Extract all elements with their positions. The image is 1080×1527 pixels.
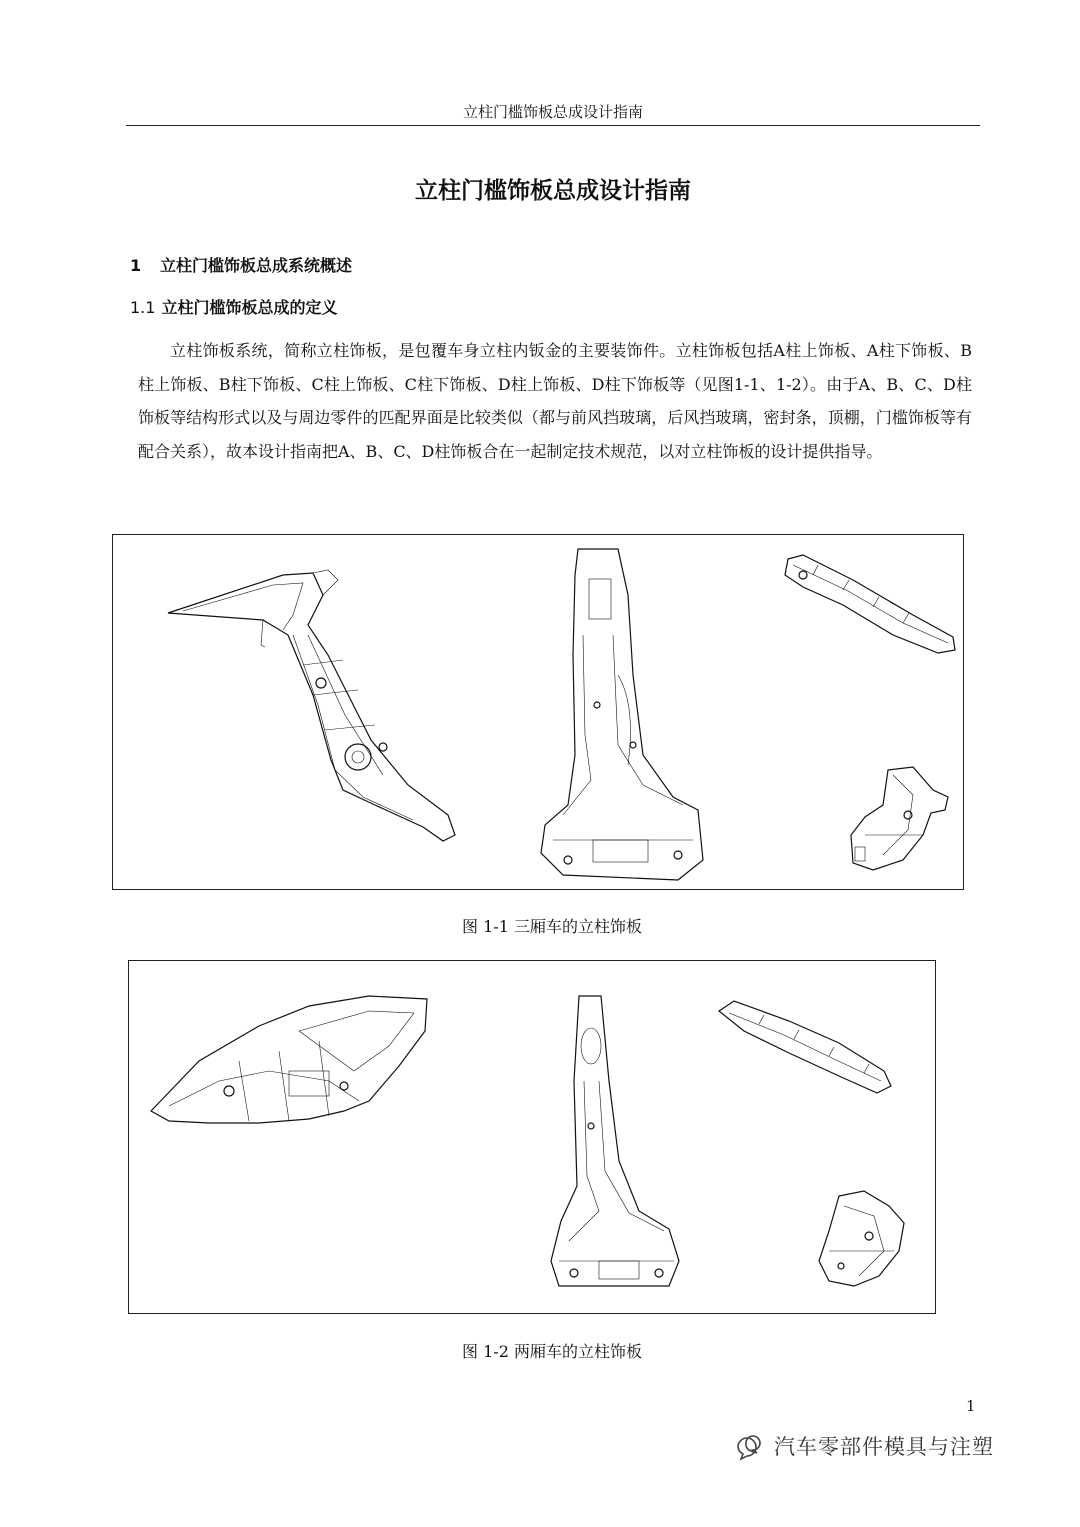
definition-paragraph: 立柱饰板系统，简称立柱饰板，是包覆车身立柱内钣金的主要装饰件。立柱饰板包括A柱上饰板、A柱下饰板、B柱上饰板、B柱下饰板、C柱上饰板、C柱下饰板、D柱上饰板、D柱下饰板等（见图1-1、1-2）。由于A、B、C、D柱饰板等结构形式以及与周边零件的匹配界面是比较类似（都与前风挡玻璃，后风挡玻璃，密封条，顶棚，门槛饰板等有配合关系），故本设计指南把A、B、C、D柱饰板合在一起制定技术规范，以对立柱饰板的设计提供指导。: [138, 341, 972, 461]
header-divider: [126, 125, 980, 126]
a-pillar-trim-drawing: [785, 555, 955, 653]
section-heading: [130, 253, 352, 276]
b-pillar-trim-drawing: [551, 996, 679, 1286]
running-header: 立柱门槛饰板总成设计指南: [462, 103, 643, 121]
c-pillar-trim-drawing: [168, 570, 455, 841]
lower-pillar-trim-drawing: [819, 1191, 904, 1286]
lower-pillar-trim-drawing: [851, 767, 948, 870]
a-pillar-trim-drawing: [719, 1001, 891, 1093]
section-number: 1: [130, 256, 142, 275]
d-pillar-trim-drawing: [151, 996, 427, 1123]
figure-1-1-caption: 图 1-1 三厢车的立柱饰板: [462, 917, 642, 936]
section-title: 立柱门槛饰板总成系统概述: [160, 256, 353, 275]
figure-1-1: [112, 534, 964, 890]
subsection-number: 1.1: [130, 298, 156, 317]
subsection-heading: [130, 295, 337, 318]
document-title: 立柱门槛饰板总成设计指南: [415, 178, 691, 204]
subsection-title: 立柱门槛饰板总成的定义: [161, 298, 338, 317]
figure-1-2-caption: 图 1-2 两厢车的立柱饰板: [462, 1342, 642, 1361]
figure-1-2: [128, 960, 936, 1314]
page-number: 1: [966, 1397, 976, 1415]
watermark-text: 汽车零部件模具与注塑: [774, 1435, 994, 1459]
b-pillar-trim-drawing: [541, 549, 703, 880]
watermark: [730, 1428, 994, 1464]
wechat-official-account-icon: [730, 1431, 766, 1461]
